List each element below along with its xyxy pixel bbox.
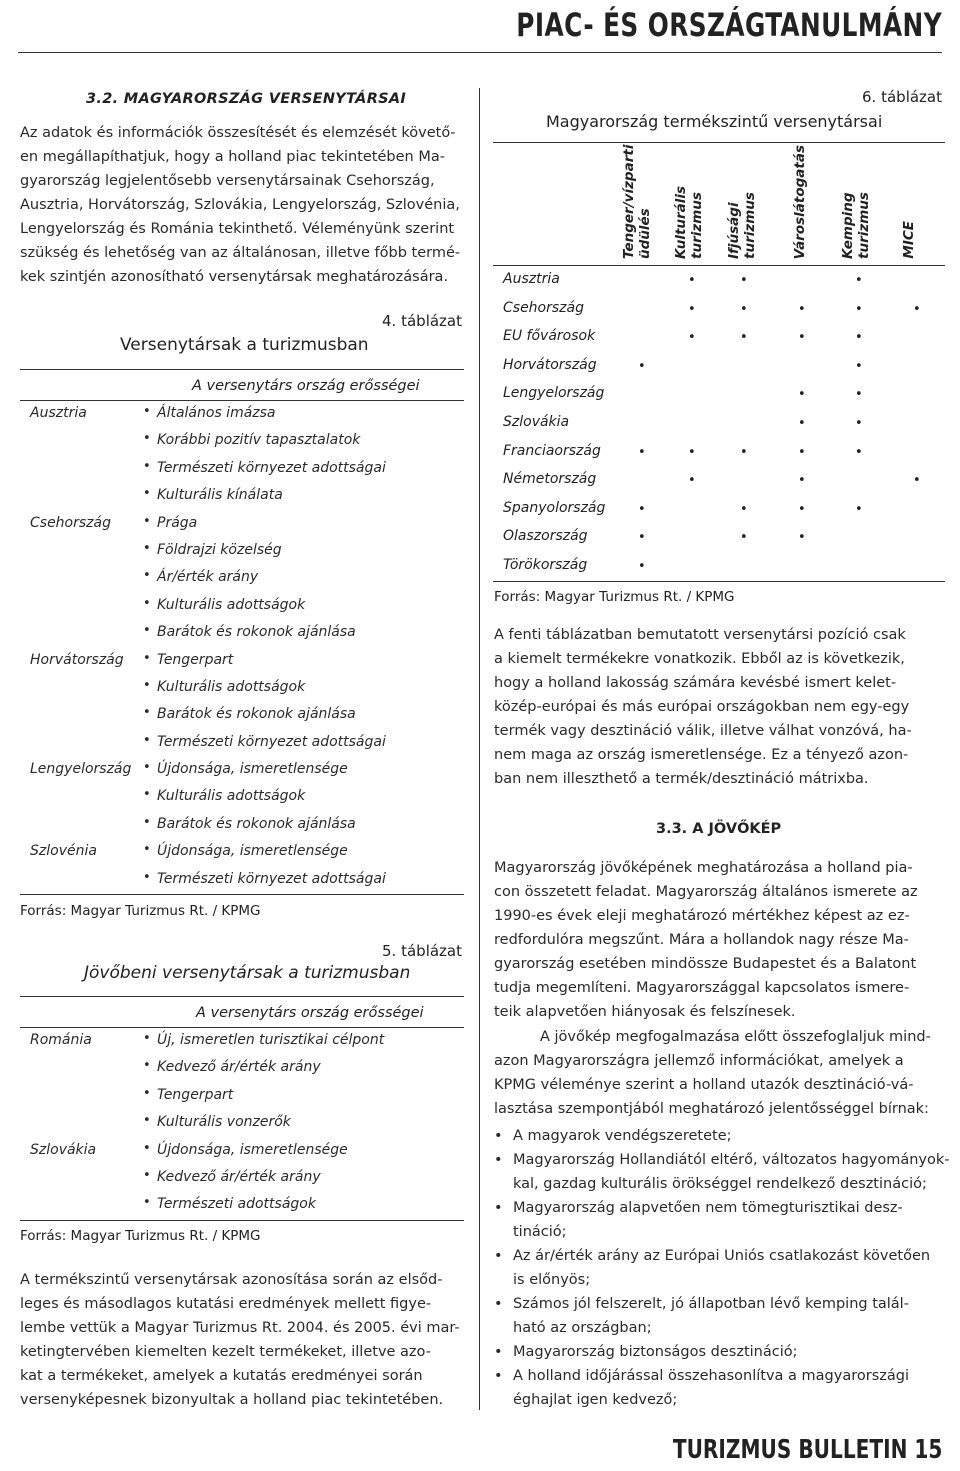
table5-strength: • Új, ismeretlen turisztikai célpont: [145, 1032, 384, 1048]
intro-paragraph: [20, 121, 470, 289]
table4-country: Csehország: [30, 514, 111, 531]
vision-bullet-line: • Az ár/érték arány az Európai Uniós csatlakozást követően: [513, 1248, 931, 1264]
table4-row: [30, 675, 464, 702]
vision-bullet: [494, 1364, 942, 1412]
vision-bullet-line: • A magyarok vendégszeretete;: [513, 1128, 732, 1144]
section-title-competitors: 3.2. MAGYARORSZÁG VERSENYTÁRSAI: [86, 91, 407, 107]
after-table-line: A fenti táblázatban bemutatott versenytársi pozíció csak: [494, 627, 906, 643]
table6-row: [493, 552, 945, 581]
table4-row: [30, 648, 464, 675]
vision-line: lasztása szempontjából meghatározó jelentősséggel bírnak:: [494, 1101, 929, 1117]
intro-line: Ausztria, Horvátország, Szlovákia, Lengyelország, Szlovénia,: [20, 197, 460, 213]
table5-source: Forrás: Magyar Turizmus Rt. / KPMG: [20, 1228, 261, 1244]
table4-strength: • Újdonsága, ismeretlensége: [145, 843, 348, 859]
table6-row: [493, 523, 945, 552]
table4-row: [30, 702, 464, 729]
table6-country: Olaszország: [503, 528, 588, 545]
table4-strength: • Általános imázsa: [145, 405, 276, 421]
table4-row: [30, 620, 464, 647]
table4-row: [30, 839, 464, 866]
future-line: redfordulóra megszűnt. Mára a hollandok nagy része Ma-: [494, 932, 909, 948]
vision-bullet-line: is előnyös;: [513, 1272, 591, 1288]
table4-row: [30, 784, 464, 811]
table4-row: [30, 456, 464, 483]
table4-row: [30, 730, 464, 757]
table6-mark: •: [855, 501, 863, 517]
table6-number: 6. táblázat: [862, 88, 942, 106]
table6-mark: •: [688, 473, 696, 489]
table6-mark: •: [798, 530, 806, 546]
table6-mark: •: [740, 501, 748, 517]
table4-strength: • Kulturális adottságok: [145, 679, 305, 695]
table4-strength: • Természeti környezet adottságai: [145, 734, 386, 750]
vision-bullet-list: [494, 1124, 950, 1412]
table6-row: [493, 323, 945, 352]
table6-mark: •: [638, 501, 646, 517]
table4-strength: • Tengerpart: [145, 652, 233, 668]
table5-row: [30, 1110, 464, 1137]
table5-strength: • Kedvező ár/érték arány: [145, 1169, 321, 1185]
table5-row: [30, 1192, 464, 1219]
table4-strength: • Barátok és rokonok ajánlása: [145, 624, 356, 640]
table6-column-header: Ifjúsági turizmus: [726, 192, 758, 259]
after-table-line: a kiemelt termékekre vonatkozik. Ebből az is következik,: [494, 651, 905, 667]
vision-bullet: [494, 1148, 950, 1196]
vision-bullet-line: • A holland időjárással összehasonlítva a magyarországi: [513, 1368, 909, 1384]
closing-line: leges és másodlagos kutatási eredmények mellett figye-: [20, 1296, 432, 1312]
intro-line: en megállapíthatjuk, hogy a holland piac tekintetében Ma-: [20, 149, 445, 165]
column-divider: [479, 88, 480, 1410]
table4-strength: • Kulturális adottságok: [145, 597, 305, 613]
table6-row: [493, 266, 945, 295]
table5-number: 5. táblázat: [382, 942, 462, 960]
vision-paragraph: [494, 1025, 942, 1121]
after-table-line: ban nem illeszthető a termék/desztináció mátrixba.: [494, 771, 869, 787]
closing-line: versenyképesnek bizonyultak a holland piac tekintetében.: [20, 1392, 444, 1408]
vision-bullet: [494, 1292, 942, 1340]
table4-row: [30, 812, 464, 839]
table4-strength: • Ár/érték arány: [145, 569, 258, 585]
vision-line: azon Magyarországra jellemző információkat, amelyek a: [494, 1053, 904, 1069]
table5-country: Románia: [30, 1032, 92, 1048]
closing-line: kat a termékeket, amelyek a kutatás eredményei során: [20, 1368, 423, 1384]
table6-mark: •: [740, 273, 748, 288]
table6-mark: •: [798, 415, 806, 431]
table6-mark: •: [688, 330, 696, 346]
table4-country: Szlovénia: [30, 843, 97, 860]
vision-bullet-line: • Magyarország Hollandiától eltérő, változatos hagyományok-: [513, 1152, 950, 1168]
intro-line: Lengyelország és Románia tekinthető. Véleményünk szerint: [20, 221, 455, 237]
table4-strength: • Újdonsága, ismeretlensége: [145, 761, 348, 777]
table6-country: Ausztria: [503, 271, 560, 287]
table5-strength: • Természeti adottságok: [145, 1196, 316, 1212]
table6-mark: •: [798, 444, 806, 460]
table4-strength: • Prága: [145, 515, 197, 531]
table6-column-header: Kemping turizmus: [840, 192, 872, 259]
vision-bullet-line: • Magyarország biztonságos desztináció;: [513, 1344, 798, 1360]
table6-country: Horvátország: [503, 356, 597, 373]
table6-country: EU fővárosok: [503, 328, 596, 345]
table6-country: Csehország: [503, 299, 584, 316]
table6-row: [493, 295, 945, 324]
table6-mark: •: [740, 444, 748, 460]
closing-paragraph: [20, 1268, 464, 1412]
table4-strength: • Természeti környezet adottságai: [145, 871, 386, 887]
table4-row: [30, 428, 464, 455]
future-line: gyarország esetében mindössze Budapestet és a Balatont: [494, 956, 917, 972]
table6-mark: •: [688, 444, 696, 460]
future-line: teik alapvetően hiányosak és felszínesek.: [494, 1004, 796, 1020]
table6-country: Spanyolország: [503, 499, 606, 516]
future-line: 1990-es évek eleji meghatározó mértékhez képest az ez-: [494, 908, 910, 924]
table6-column-header: Városlátogatás: [792, 144, 808, 259]
table4-strength: • Földrajzi közelség: [145, 542, 282, 558]
table5-strength: • Kedvező ár/érték arány: [145, 1059, 321, 1075]
table6-country: Szlovákia: [503, 413, 570, 430]
after-table-paragraph: [494, 623, 942, 791]
table6-mark: •: [740, 530, 748, 546]
intro-line: gyarország legjelentősebb versenytársainak Csehország,: [20, 173, 435, 189]
table4-strength: • Barátok és rokonok ajánlása: [145, 706, 356, 722]
table4-number: 4. táblázat: [382, 312, 462, 330]
table4-row: [30, 538, 464, 565]
table6-mark: •: [798, 301, 806, 317]
table6-country: Törökország: [503, 556, 588, 573]
vision-bullet-line: kal, gazdag kulturális örökséggel rendelkező desztináció;: [513, 1176, 927, 1192]
table6-mark: •: [638, 530, 646, 546]
vision-bullet-line: tináció;: [513, 1224, 567, 1240]
future-line: Magyarország jövőképének meghatározása a holland pia-: [494, 860, 913, 876]
table4-row: [30, 565, 464, 592]
table4-body: [20, 401, 464, 894]
intro-line: Az adatok és információk összesítését és elemzését követő-: [20, 125, 456, 141]
table6-column-header: Kulturális turizmus: [673, 185, 705, 259]
table6-body: [493, 266, 945, 581]
table4-title: Versenytársak a turizmusban: [120, 335, 369, 355]
table4-row: [30, 511, 464, 538]
table6-row: [493, 495, 945, 524]
table4-source: Forrás: Magyar Turizmus Rt. / KPMG: [20, 903, 261, 919]
table4-strength: • Korábbi pozitív tapasztalatok: [145, 432, 360, 448]
closing-line: lembe vettük a Magyar Turizmus Rt. 2004. és 2005. évi mar-: [20, 1320, 460, 1336]
vision-line: A jövőkép megfogalmazása előtt összefoglaljuk mind-: [540, 1029, 931, 1045]
future-line: con összetett feladat. Magyarország általános ismerete az: [494, 884, 918, 900]
table6-mark: •: [740, 301, 748, 317]
table5-row: [30, 1138, 464, 1165]
table5-bottom-rule: [20, 1220, 464, 1221]
table6-mark: •: [798, 330, 806, 346]
table6-mark: •: [798, 473, 806, 489]
table6-mark: •: [688, 301, 696, 317]
header-rule: [18, 52, 942, 53]
table4-strength: • Kulturális adottságok: [145, 788, 305, 804]
table6-mark: •: [798, 501, 806, 517]
table6-mark: •: [798, 387, 806, 403]
vision-bullet: [494, 1244, 942, 1292]
table6-row: [493, 380, 945, 409]
future-line: tudja megemlíteni. Magyarországgal kapcsolatos ismere-: [494, 980, 910, 996]
table6-row: [493, 409, 945, 438]
future-paragraph: [494, 856, 942, 1024]
table5-row: [30, 1055, 464, 1082]
table4: [20, 369, 464, 895]
table6-mark: •: [913, 473, 921, 489]
table4-country: Horvátország: [30, 651, 124, 668]
closing-line: A termékszintű versenytársak azonosítása során az elsőd-: [20, 1272, 443, 1288]
vision-bullet-line: éghajlat igen kedvező;: [513, 1392, 678, 1408]
table6-source: Forrás: Magyar Turizmus Rt. / KPMG: [494, 589, 735, 605]
table4-strength: • Természeti környezet adottságai: [145, 460, 386, 476]
table6-mark: •: [913, 301, 921, 317]
table6-mark: •: [855, 330, 863, 346]
table6-mark: •: [688, 273, 696, 288]
table4-column-header: A versenytárs ország erősségei: [192, 378, 420, 394]
intro-line: kek szintjén azonosítható versenytársak meghatározására.: [20, 269, 449, 285]
intro-line: szükség és lehetőség van az általánosan, illetve főbb termé-: [20, 245, 461, 261]
table6-country: Németország: [503, 471, 597, 488]
table4-row: [30, 483, 464, 510]
table6-row: [493, 438, 945, 467]
table4-country: Ausztria: [30, 405, 87, 421]
table4-strength: • Kulturális kínálata: [145, 487, 283, 503]
table5-row: [30, 1083, 464, 1110]
table5-strength: • Újdonsága, ismeretlensége: [145, 1142, 348, 1158]
table5-row: [30, 1028, 464, 1055]
table5-body: [20, 1028, 464, 1220]
running-header: PIAC- ÉS ORSZÁGTANULMÁNY: [516, 6, 942, 44]
table6-mark: •: [855, 301, 863, 317]
table6-column-header: MICE: [901, 221, 917, 259]
vision-bullet: [494, 1124, 942, 1148]
table6-mark: •: [855, 444, 863, 460]
table4-strength: • Barátok és rokonok ajánlása: [145, 816, 356, 832]
vision-bullet-line: • Magyarország alapvetően nem tömegturisztikai desz-: [513, 1200, 903, 1216]
table6-mark: •: [638, 558, 646, 574]
vision-bullet-line: ható az országban;: [513, 1320, 652, 1336]
table4-bottom-rule: [20, 894, 464, 895]
after-table-line: közép-európai és más európai országokban nem egy-egy: [494, 699, 910, 715]
vision-bullet: [494, 1340, 942, 1364]
vision-bullet-line: • Számos jól felszerelt, jó állapotban lévő kemping talál-: [513, 1296, 909, 1312]
table6-bottom-rule: [493, 581, 945, 582]
table6-mark: •: [740, 330, 748, 346]
table6-column-header: Tenger/vízparti üdülés: [621, 144, 653, 259]
after-table-line: nem maga az ország ismeretlensége. Ez a tényező azon-: [494, 747, 909, 763]
table5-row: [30, 1165, 464, 1192]
table5-title: Jövőbeni versenytársak a turizmusban: [84, 963, 411, 983]
vision-bullet: [494, 1196, 942, 1244]
running-footer: TURIZMUS BULLETIN 15: [672, 1435, 942, 1465]
table6-mark: •: [855, 358, 863, 374]
table5-strength: • Tengerpart: [145, 1087, 233, 1103]
table6-title: Magyarország termékszintű versenytársai: [546, 112, 883, 131]
table6-row: [493, 352, 945, 381]
after-table-line: termék vagy desztináció válik, illetve válhat vonzóvá, ha-: [494, 723, 912, 739]
table6-mark: •: [855, 415, 863, 431]
section-title-vision: 3.3. A JÖVŐKÉP: [656, 821, 782, 837]
table5-country: Szlovákia: [30, 1141, 97, 1158]
table6-mark: •: [855, 387, 863, 403]
table6-country: Franciaország: [503, 442, 601, 459]
vision-line: KPMG véleménye szerint a holland utazók desztináció-vá-: [494, 1077, 914, 1093]
table6-header: [493, 142, 945, 266]
table4-row: [30, 867, 464, 894]
table6-matrix: [493, 142, 945, 582]
table5-strength: • Kulturális vonzerők: [145, 1114, 291, 1130]
table6-row: [493, 466, 945, 495]
table4-row: [30, 757, 464, 784]
closing-line: ketingtervében kiemelten kezelt termékeket, illetve azo-: [20, 1344, 431, 1360]
table6-mark: •: [638, 444, 646, 460]
table6-mark: •: [855, 273, 863, 288]
table6-country: Lengyelország: [503, 385, 605, 402]
table4-row: [30, 593, 464, 620]
table5-column-header: A versenytárs ország erősségei: [196, 1005, 424, 1021]
table4-row: [30, 401, 464, 428]
table4-country: Lengyelország: [30, 761, 132, 778]
table6-mark: •: [638, 358, 646, 374]
after-table-line: hogy a holland lakosság számára kevésbé ismert kelet-: [494, 675, 897, 691]
table5: [20, 996, 464, 1221]
